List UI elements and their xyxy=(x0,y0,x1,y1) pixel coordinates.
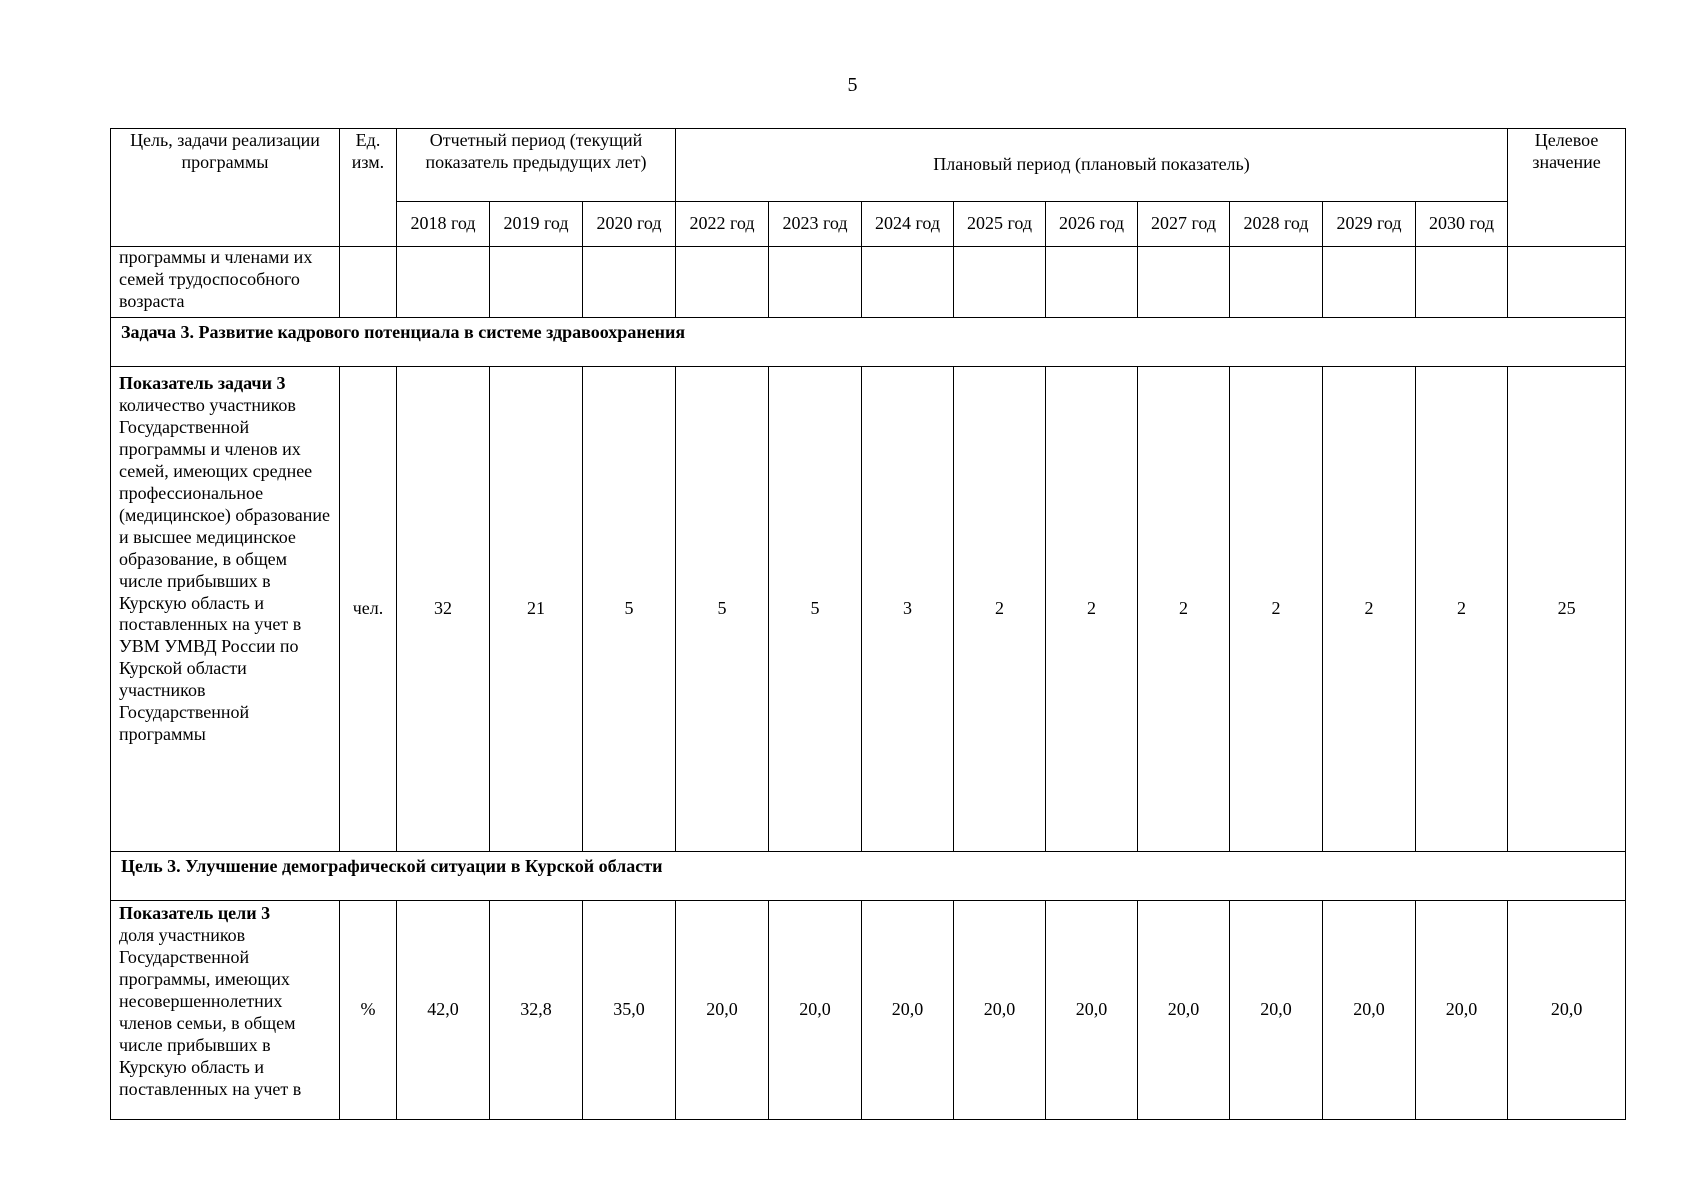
indicator-task-3-unit: чел. xyxy=(340,367,397,852)
year-header: 2020 год xyxy=(583,202,676,247)
value-cell: 20,0 xyxy=(1230,901,1323,1120)
empty-cell xyxy=(1138,247,1230,318)
value-cell: 5 xyxy=(769,367,862,852)
empty-cell xyxy=(1416,247,1508,318)
indicator-task-3-title: Показатель задачи 3 xyxy=(119,373,286,393)
header-unit: Ед. изм. xyxy=(340,129,397,247)
target-cell: 25 xyxy=(1508,367,1626,852)
year-header: 2026 год xyxy=(1046,202,1138,247)
indicator-goal-3-title: Показатель цели 3 xyxy=(119,903,271,923)
empty-cell xyxy=(583,247,676,318)
value-cell: 20,0 xyxy=(1323,901,1416,1120)
target-cell: 20,0 xyxy=(1508,901,1626,1120)
year-header: 2024 год xyxy=(862,202,954,247)
empty-cell xyxy=(954,247,1046,318)
indicator-goal-3-description xyxy=(111,901,340,1120)
empty-cell xyxy=(676,247,769,318)
header-goal: Цель, задачи реализации программы xyxy=(111,129,340,247)
value-cell: 35,0 xyxy=(583,901,676,1120)
empty-cell xyxy=(397,247,490,318)
value-cell: 5 xyxy=(583,367,676,852)
empty-cell xyxy=(340,247,397,318)
value-cell: 2 xyxy=(1323,367,1416,852)
year-header: 2022 год xyxy=(676,202,769,247)
empty-cell xyxy=(1046,247,1138,318)
header-report-period: Отчетный период (текущий показатель предыдущих лет) xyxy=(397,129,676,202)
indicator-task-3-description xyxy=(111,367,340,852)
year-header: 2023 год xyxy=(769,202,862,247)
year-header: 2025 год xyxy=(954,202,1046,247)
year-header: 2018 год xyxy=(397,202,490,247)
value-cell: 32 xyxy=(397,367,490,852)
header-plan-period: Плановый период (плановый показатель) xyxy=(676,129,1508,202)
value-cell: 20,0 xyxy=(769,901,862,1120)
page-number: 5 xyxy=(847,74,858,96)
value-cell: 2 xyxy=(1416,367,1508,852)
empty-cell xyxy=(862,247,954,318)
empty-cell xyxy=(1508,247,1626,318)
value-cell: 20,0 xyxy=(1138,901,1230,1120)
value-cell: 32,8 xyxy=(490,901,583,1120)
year-header: 2029 год xyxy=(1323,202,1416,247)
year-header: 2030 год xyxy=(1416,202,1508,247)
section-task-3: Задача 3. Развитие кадрового потенциала в системе здравоохранения xyxy=(111,318,1626,367)
value-cell: 2 xyxy=(954,367,1046,852)
value-cell: 20,0 xyxy=(1416,901,1508,1120)
indicators-table xyxy=(110,128,1626,1120)
year-header: 2027 год xyxy=(1138,202,1230,247)
value-cell: 3 xyxy=(862,367,954,852)
value-cell: 20,0 xyxy=(1046,901,1138,1120)
continuation-text: программы и членами их семей трудоспособного возраста xyxy=(111,247,340,318)
value-cell: 42,0 xyxy=(397,901,490,1120)
value-cell: 21 xyxy=(490,367,583,852)
year-header: 2028 год xyxy=(1230,202,1323,247)
indicator-goal-3-unit: % xyxy=(340,901,397,1120)
value-cell: 20,0 xyxy=(676,901,769,1120)
header-target: Целевое значение xyxy=(1508,129,1626,247)
empty-cell xyxy=(1323,247,1416,318)
empty-cell xyxy=(769,247,862,318)
value-cell: 5 xyxy=(676,367,769,852)
value-cell: 20,0 xyxy=(862,901,954,1120)
indicator-goal-3-text: доля участников Государственной программы, имеющих несовершеннолетних членов семьи, в общем числе прибывших в Курскую область и поставленных на учет в xyxy=(119,924,302,1099)
section-goal-3: Цель 3. Улучшение демографической ситуации в Курской области xyxy=(111,852,1626,901)
value-cell: 2 xyxy=(1230,367,1323,852)
value-cell: 2 xyxy=(1138,367,1230,852)
empty-cell xyxy=(490,247,583,318)
empty-cell xyxy=(1230,247,1323,318)
year-header: 2019 год xyxy=(490,202,583,247)
value-cell: 20,0 xyxy=(954,901,1046,1120)
value-cell: 2 xyxy=(1046,367,1138,852)
indicator-task-3-text: количество участников Государственной программы и членов их семей, имеющих среднее профессиональное (медицинское) образование и высшее медицинское образование, в общем числе прибывших в Курскую область и поставленных на учет в УВМ УМВД России по Курской области участников Государственной программы xyxy=(119,394,331,745)
